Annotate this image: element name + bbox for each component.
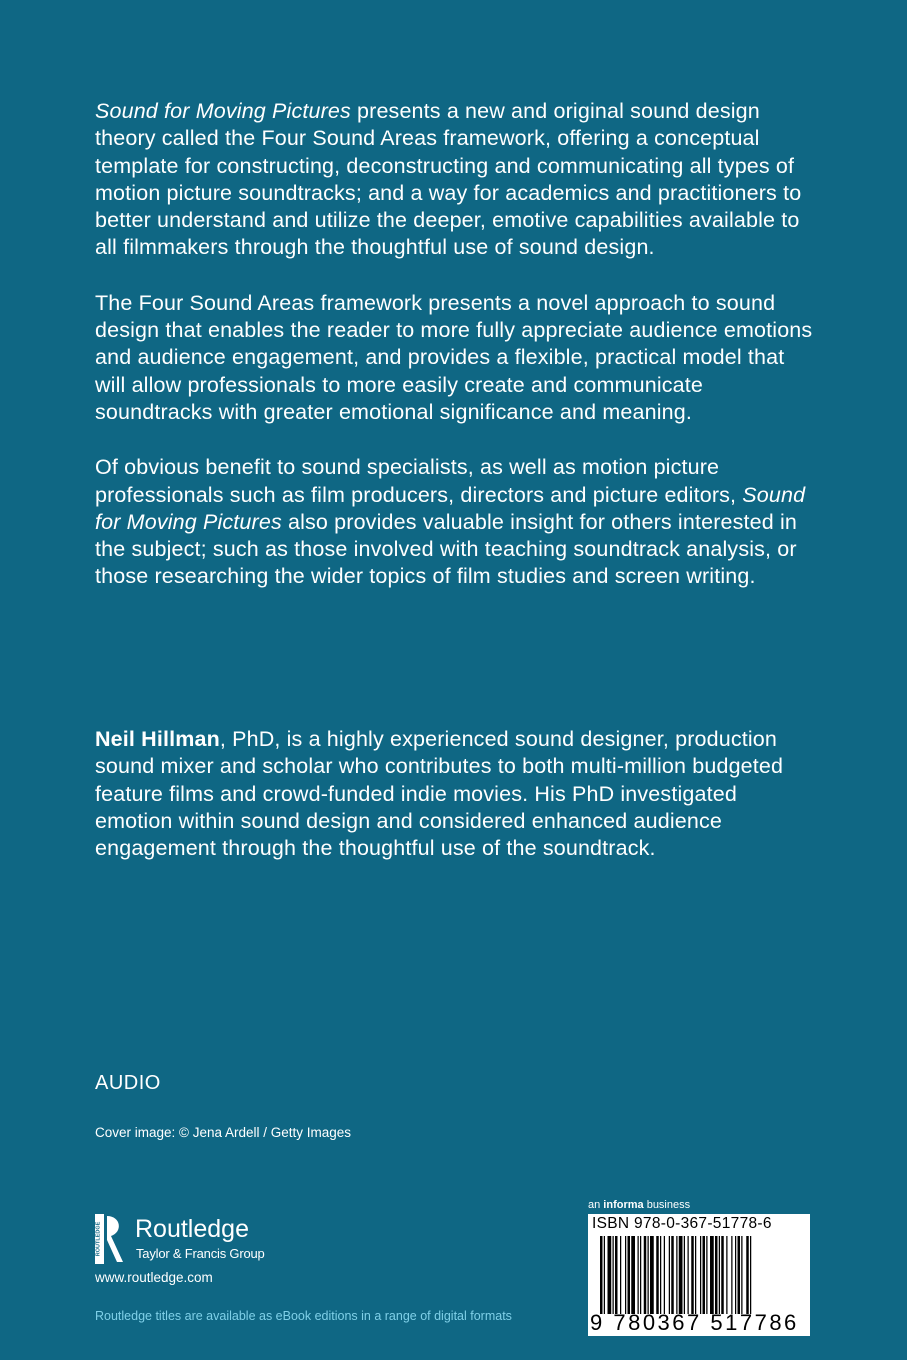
book-title-italic: Sound for Moving Pictures	[95, 482, 806, 534]
isbn-text: ISBN 978-0-367-51778-6	[592, 1215, 772, 1232]
informa-suffix: business	[643, 1199, 691, 1211]
publisher-name: Routledge	[135, 1215, 249, 1243]
barcode-bar	[679, 1236, 683, 1314]
barcode-bar	[741, 1236, 742, 1314]
barcode-bar	[721, 1236, 724, 1314]
barcode-bar	[664, 1236, 665, 1314]
barcode-bar	[671, 1236, 674, 1314]
barcode-bar	[688, 1236, 689, 1314]
blurb-paragraph-1	[95, 98, 815, 262]
blurb-paragraph-3	[95, 454, 815, 590]
publisher-url[interactable]: www.routledge.com	[95, 1270, 213, 1285]
informa-brand: informa	[603, 1199, 644, 1211]
barcode-bar	[700, 1236, 701, 1314]
barcode-bar	[631, 1236, 635, 1314]
blurb-text: Of obvious benefit to sound specialists, as well as motion picture professionals such as film producers, directors and picture editors,	[95, 455, 743, 507]
informa-prefix: an	[588, 1199, 604, 1211]
routledge-logo-icon	[95, 1214, 125, 1264]
barcode-bar	[625, 1236, 626, 1314]
barcode-area	[588, 1198, 812, 1336]
barcode-bar	[731, 1236, 732, 1314]
barcode-digits: 9 780367 517786	[590, 1310, 799, 1335]
barcode-bar	[656, 1236, 659, 1314]
blurb-text: also provides valuable insight for others interested in the subject; such as those involved with teaching soundtrack analysis, or those researching the wider topics of film studies and screen writing.	[95, 509, 798, 589]
barcode-bar	[650, 1236, 654, 1314]
barcode-bar	[608, 1236, 612, 1314]
subject-category: AUDIO	[95, 1072, 161, 1094]
barcode-bar	[638, 1236, 639, 1314]
barcode-bars-icon	[592, 1236, 806, 1314]
barcode-bar	[628, 1236, 631, 1314]
barcode-bar	[669, 1236, 670, 1314]
barcode-bar	[726, 1236, 727, 1314]
ebook-note: Routledge titles are available as eBook editions in a range of digital formats	[95, 1309, 512, 1323]
publisher-block	[95, 1212, 295, 1272]
barcode-bar	[620, 1236, 621, 1314]
barcode-bar	[703, 1236, 706, 1314]
author-bio	[95, 726, 815, 862]
barcode-bar	[719, 1236, 720, 1314]
cover-image-credit: Cover image: © Jena Ardell / Getty Images	[95, 1125, 352, 1140]
blurb-text: presents a new and original sound design theory called the Four Sound Areas framework, offering a conceptual template for constructing, deconstructing and communicating all types of motion picture soundtracks; and a way for academics and practitioners to better understand and utilize the deeper, emotive capabilities available to all filmmakers through the thoughtful use of sound design.	[95, 99, 802, 260]
blurb-paragraph-2: The Four Sound Areas framework presents a novel approach to sound design that enables the reader to more fully appreciate audience emotions and audience engagement, and provides a flexible, practical model that will allow professionals to more easily create and communicate soundtracks with greater emotional significance and meaning.	[95, 290, 813, 424]
barcode-bar	[750, 1236, 751, 1314]
publisher-group: Taylor & Francis Group	[136, 1246, 265, 1261]
barcode-bar	[715, 1236, 718, 1314]
barcode-bar	[615, 1236, 618, 1314]
barcode-bar	[660, 1236, 661, 1314]
barcode-bar	[676, 1236, 677, 1314]
barcode-bar	[613, 1236, 614, 1314]
barcode-bar	[735, 1236, 736, 1314]
barcode-bar	[706, 1236, 707, 1314]
barcode-bar	[710, 1236, 714, 1314]
barcode-bar	[691, 1236, 694, 1314]
author-bio-text: , PhD, is a highly experienced sound designer, production sound mixer and scholar who contributes to both multi-million budgeted feature films and crowd-funded indie movies. His PhD investigated emotion within sound design and considered enhanced audience engagement through the thoughtful use of the soundtrack.	[95, 727, 784, 861]
barcode-bar	[600, 1236, 603, 1314]
barcode-bar	[644, 1236, 647, 1314]
book-title-italic: Sound for Moving Pictures	[95, 99, 351, 123]
barcode-bar	[604, 1236, 605, 1314]
barcode-bar	[738, 1236, 741, 1314]
informa-tagline	[588, 1198, 812, 1212]
barcode-bar	[648, 1236, 649, 1314]
barcode-bar	[695, 1236, 696, 1314]
author-name: Neil Hillman	[95, 727, 220, 751]
barcode-bar	[684, 1236, 685, 1314]
logo-vertical-text: ROUTLEDGE	[95, 1221, 102, 1257]
barcode-bar	[746, 1236, 749, 1314]
book-blurb	[95, 98, 815, 619]
barcode-bar	[640, 1236, 641, 1314]
isbn-barcode	[588, 1214, 810, 1336]
